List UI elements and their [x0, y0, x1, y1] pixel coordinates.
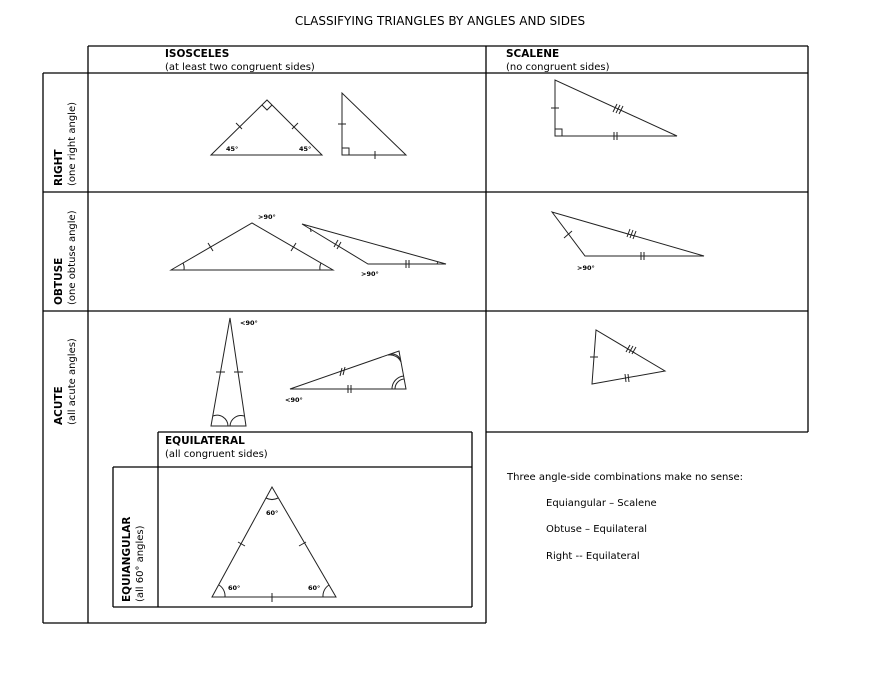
- equilateral-triangle: [212, 487, 336, 602]
- angle-label: <90°: [240, 319, 258, 327]
- column-header-isosceles: ISOSCELES: [165, 48, 230, 60]
- angle-label: 60°: [308, 584, 321, 592]
- header-equilateral: EQUILATERAL: [165, 435, 245, 447]
- angle-label: >90°: [258, 213, 276, 221]
- notes-item: Right -- Equilateral: [546, 551, 640, 562]
- angle-label: >90°: [577, 264, 595, 272]
- table-grid: [43, 46, 808, 623]
- subheader-equilateral: (all congruent sides): [165, 449, 268, 460]
- angle-label: 45°: [226, 145, 239, 153]
- acute-isosceles-triangle-2: [285, 351, 406, 404]
- row-subheader-equiangular: (all 60° angles): [135, 525, 146, 602]
- row-header-equiangular: EQUIANGULAR: [121, 516, 133, 602]
- acute-isosceles-triangle: [211, 318, 258, 426]
- right-isosceles-triangle-2: [338, 93, 406, 159]
- column-subheader-scalene: (no congruent sides): [506, 62, 610, 73]
- right-isosceles-triangle: [211, 100, 322, 155]
- row-header-acute: ACUTE: [53, 386, 65, 425]
- angle-label: >90°: [361, 270, 379, 278]
- angle-label: 60°: [228, 584, 241, 592]
- row-subheader-obtuse: (one obtuse angle): [67, 210, 78, 305]
- right-scalene-triangle: [551, 80, 677, 140]
- notes-item: Obtuse – Equilateral: [546, 524, 647, 535]
- row-subheader-acute: (all acute angles): [67, 338, 78, 425]
- page-title: CLASSIFYING TRIANGLES BY ANGLES AND SIDES: [294, 14, 586, 28]
- obtuse-isosceles-triangle: [171, 213, 333, 270]
- notes-item: Equiangular – Scalene: [546, 498, 657, 509]
- column-subheader-isosceles: (at least two congruent sides): [165, 62, 315, 73]
- angle-label: <90°: [285, 396, 303, 404]
- acute-scalene-triangle: [590, 330, 665, 384]
- column-header-scalene: SCALENE: [506, 48, 560, 60]
- notes-intro: Three angle-side combinations make no sense:: [507, 472, 744, 483]
- row-subheader-right: (one right angle): [67, 101, 78, 186]
- obtuse-scalene-triangle: [552, 212, 704, 272]
- angle-label: 45°: [299, 145, 312, 153]
- row-header-right: RIGHT: [53, 149, 65, 186]
- row-header-obtuse: OBTUSE: [53, 257, 65, 305]
- angle-label: 60°: [266, 509, 279, 517]
